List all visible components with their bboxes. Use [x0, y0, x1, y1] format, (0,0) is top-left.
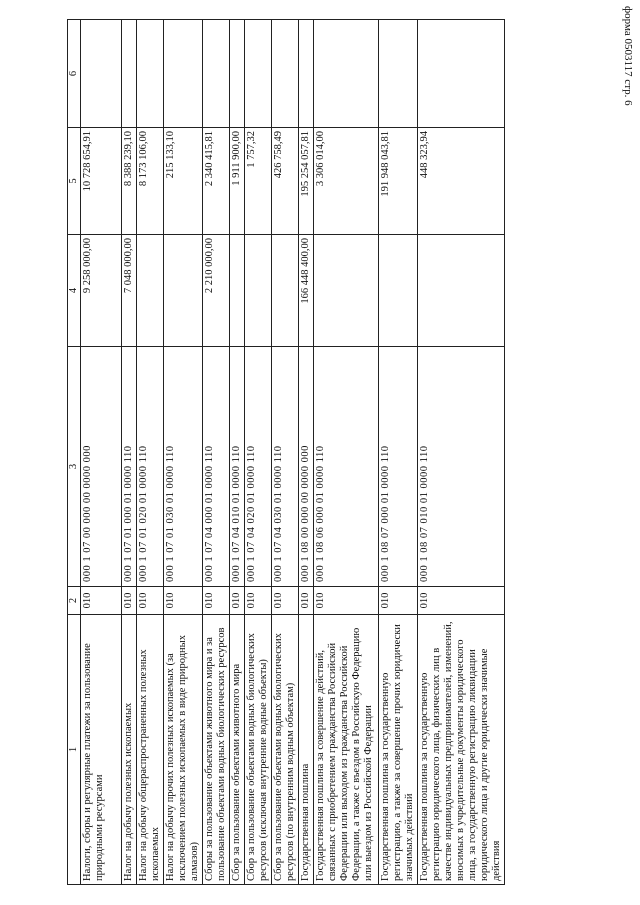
executed-amount-cell: 1 757,32 — [245, 128, 272, 235]
table-row — [137, 20, 164, 885]
classification-code-cell: 000 1 07 00 000 00 0000 000 — [81, 347, 122, 587]
unexecuted-amount-cell — [299, 20, 314, 128]
column-header: 4 — [68, 235, 81, 347]
line-code-cell: 010 — [81, 587, 122, 615]
column-header: 6 — [68, 20, 81, 128]
column-header: 5 — [68, 128, 81, 235]
report-sheet — [67, 20, 582, 885]
unexecuted-amount-cell — [122, 20, 137, 128]
approved-amount-cell: 9 258 000,00 — [81, 235, 122, 347]
column-header: 2 — [68, 587, 81, 615]
table-row — [245, 20, 272, 885]
line-code-cell: 010 — [164, 587, 203, 615]
executed-amount-cell: 195 254 057,81 — [299, 128, 314, 235]
executed-amount-cell: 191 948 043,81 — [379, 128, 418, 235]
line-code-cell: 010 — [122, 587, 137, 615]
executed-amount-cell: 448 323,94 — [418, 128, 505, 235]
unexecuted-amount-cell — [203, 20, 230, 128]
row-name-cell: Государственная пошлина за государственную регистрацию юридического лица, физических лиц в качестве индивидуальных предпринимателей, изменений, вносимых в учредительные документы юридического лица, за государственную регистрацию ликвидации юридического лица и другие юридически значимые действия — [418, 615, 505, 885]
unexecuted-amount-cell — [164, 20, 203, 128]
executed-amount-cell: 426 758,49 — [272, 128, 299, 235]
row-name-cell: Сборы за пользование объектами животного мира и за пользование объектами водных биологических ресурсов — [203, 615, 230, 885]
form-label: форма 0503117 стр. 6 — [622, 6, 634, 106]
executed-amount-cell: 8 173 106,00 — [137, 128, 164, 235]
executed-amount-cell: 3 306 014,00 — [314, 128, 379, 235]
executed-amount-cell: 1 911 900,00 — [230, 128, 245, 235]
line-code-cell: 010 — [314, 587, 379, 615]
unexecuted-amount-cell — [379, 20, 418, 128]
classification-code-cell: 000 1 08 00 000 00 0000 000 — [299, 347, 314, 587]
table-row — [81, 20, 122, 885]
classification-code-cell: 000 1 07 01 020 01 0000 110 — [137, 347, 164, 587]
table-header-row — [68, 20, 81, 885]
line-code-cell: 010 — [245, 587, 272, 615]
approved-amount-cell — [137, 235, 164, 347]
table-row — [379, 20, 418, 885]
classification-code-cell: 000 1 08 06 000 01 0000 110 — [314, 347, 379, 587]
line-code-cell: 010 — [299, 587, 314, 615]
table-row — [299, 20, 314, 885]
unexecuted-amount-cell — [230, 20, 245, 128]
line-code-cell: 010 — [272, 587, 299, 615]
executed-amount-cell: 215 133,10 — [164, 128, 203, 235]
unexecuted-amount-cell — [137, 20, 164, 128]
approved-amount-cell: 7 048 000,00 — [122, 235, 137, 347]
line-code-cell: 010 — [203, 587, 230, 615]
unexecuted-amount-cell — [272, 20, 299, 128]
unexecuted-amount-cell — [81, 20, 122, 128]
executed-amount-cell: 8 388 239,10 — [122, 128, 137, 235]
approved-amount-cell — [245, 235, 272, 347]
classification-code-cell: 000 1 08 07 010 01 0000 110 — [418, 347, 505, 587]
table-row — [418, 20, 505, 885]
row-name-cell: Государственная пошлина — [299, 615, 314, 885]
row-name-cell: Налоги, сборы и регулярные платежи за пользование природными ресурсами — [81, 615, 122, 885]
approved-amount-cell — [230, 235, 245, 347]
column-header: 3 — [68, 347, 81, 587]
unexecuted-amount-cell — [418, 20, 505, 128]
row-name-cell: Налог на добычу общераспространенных полезных ископаемых — [137, 615, 164, 885]
classification-code-cell: 000 1 07 04 000 01 0000 110 — [203, 347, 230, 587]
table-row — [314, 20, 379, 885]
classification-code-cell: 000 1 07 04 010 01 0000 110 — [230, 347, 245, 587]
approved-amount-cell — [314, 235, 379, 347]
table-row — [272, 20, 299, 885]
classification-code-cell: 000 1 07 01 030 01 0000 110 — [164, 347, 203, 587]
approved-amount-cell — [272, 235, 299, 347]
approved-amount-cell: 166 448 400,00 — [299, 235, 314, 347]
row-name-cell: Налог на добычу прочих полезных ископаемых (за исключением полезных ископаемых в виде природных алмазов) — [164, 615, 203, 885]
table-row — [122, 20, 137, 885]
line-code-cell: 010 — [418, 587, 505, 615]
classification-code-cell: 000 1 07 01 000 01 0000 110 — [122, 347, 137, 587]
classification-code-cell: 000 1 07 04 030 01 0000 110 — [272, 347, 299, 587]
line-code-cell: 010 — [379, 587, 418, 615]
classification-code-cell: 000 1 07 04 020 01 0000 110 — [245, 347, 272, 587]
table-row — [230, 20, 245, 885]
approved-amount-cell: 2 210 000,00 — [203, 235, 230, 347]
table-row — [203, 20, 230, 885]
row-name-cell: Сбор за пользование объектами водных биологических ресурсов (исключая внутренние водные объекты) — [245, 615, 272, 885]
row-name-cell: Государственная пошлина за государственную регистрацию, а также за совершение прочих юридически значимых действий — [379, 615, 418, 885]
executed-amount-cell: 2 340 415,81 — [203, 128, 230, 235]
table-row — [164, 20, 203, 885]
unexecuted-amount-cell — [245, 20, 272, 128]
unexecuted-amount-cell — [314, 20, 379, 128]
classification-code-cell: 000 1 08 07 000 01 0000 110 — [379, 347, 418, 587]
column-header: 1 — [68, 615, 81, 885]
approved-amount-cell — [164, 235, 203, 347]
approved-amount-cell — [379, 235, 418, 347]
row-name-cell: Сбор за пользование объектами водных биологических ресурсов (по внутренним водным объектам) — [272, 615, 299, 885]
executed-amount-cell: 10 728 654,91 — [81, 128, 122, 235]
revenue-table — [67, 19, 505, 885]
line-code-cell: 010 — [137, 587, 164, 615]
row-name-cell: Налог на добычу полезных ископаемых — [122, 615, 137, 885]
approved-amount-cell — [418, 235, 505, 347]
row-name-cell: Государственная пошлина за совершение действий, связанных с приобретением гражданства Российской Федерации или выходом из гражданства Российской Федерации, а также с въездом в Российскую Федерацию или выездом из Российской Федерации — [314, 615, 379, 885]
line-code-cell: 010 — [230, 587, 245, 615]
row-name-cell: Сбор за пользование объектами животного мира — [230, 615, 245, 885]
